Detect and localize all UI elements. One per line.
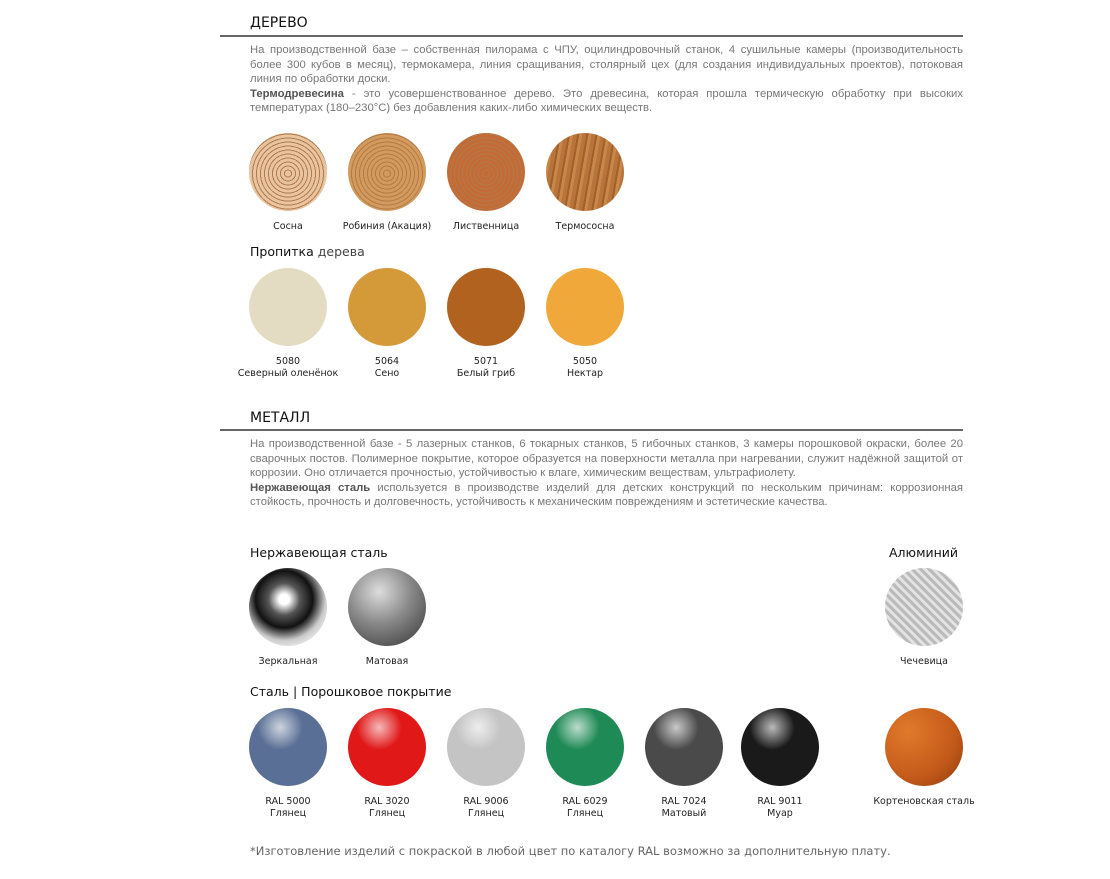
wood-species-swatch xyxy=(530,133,640,233)
swatch-label: Робиния (Акация) xyxy=(342,221,432,232)
swatch-image xyxy=(249,268,327,346)
impregnation-swatch xyxy=(431,268,541,379)
swatch-label: Глянец xyxy=(566,807,604,819)
swatch-label: 5080 xyxy=(275,356,301,367)
swatch-label: Кортеновская сталь xyxy=(873,796,975,807)
swatch-image xyxy=(546,268,624,346)
swatch-label: Чечевица xyxy=(900,656,948,667)
wood-description xyxy=(250,43,963,116)
corten-swatch xyxy=(869,708,979,808)
swatch-label: RAL 9006 xyxy=(463,796,509,807)
metal-text-1: На производственной базе - 5 лазерных станков, 6 токарных станков, 5 гибочных станков, 3 камеры порошковой окраски, более 20 сварочных постов. Полимерное покрытие, которое образуется на поверхности металла при нагревании, служит надёжной защитой от коррозии. Оно отличается прочностью, устойчивостью к влаге, химическим веществам, ультрафиолету. xyxy=(250,438,963,480)
swatch-label: Глянец xyxy=(368,807,406,819)
swatch-label: Глянец xyxy=(467,807,505,819)
swatch-label: RAL 9011 xyxy=(757,796,803,807)
powder-coat-swatch xyxy=(431,708,541,819)
swatch-label: RAL 5000 xyxy=(265,796,311,807)
swatch-image xyxy=(546,708,624,786)
swatch-label: Зеркальная xyxy=(258,656,318,667)
swatch-label: Муар xyxy=(767,807,793,819)
swatch-image xyxy=(249,708,327,786)
powder-coat-swatch xyxy=(629,708,739,819)
footnote: *Изготовление изделий с покраской в любой цвет по каталогу RAL возможно за дополнительную плату. xyxy=(250,844,891,858)
swatch-label: 5050 xyxy=(572,356,598,367)
swatch-image xyxy=(447,268,525,346)
wood-bold-term: Термодревесина xyxy=(250,87,344,100)
swatch-image xyxy=(447,133,525,211)
swatch-label: Матовая xyxy=(365,656,409,667)
swatch-image xyxy=(249,568,327,646)
divider xyxy=(220,35,963,37)
impregnation-swatch xyxy=(530,268,640,379)
divider xyxy=(220,429,963,431)
wood-species-swatch xyxy=(233,133,343,233)
swatch-image xyxy=(249,133,327,211)
swatch-image xyxy=(885,708,963,786)
swatch-label: Нектар xyxy=(566,367,604,379)
swatch-image xyxy=(348,133,426,211)
stainless-swatch xyxy=(233,568,343,668)
impregnation-heading: Пропитка дерева xyxy=(250,244,365,259)
powder-coat-swatch xyxy=(530,708,640,819)
wood-text-2: - это усовершенствованное дерево. Это древесина, которая прошла термическую обработку при высоких температурах (180–230°С) без добавления каких-либо химических веществ. xyxy=(250,87,963,115)
aluminum-heading: Алюминий xyxy=(889,545,959,560)
swatch-image xyxy=(741,708,819,786)
swatch-image xyxy=(447,708,525,786)
swatch-label: RAL 3020 xyxy=(364,796,410,807)
aluminum-swatch xyxy=(869,568,979,668)
swatch-label: Лиственница xyxy=(452,221,520,232)
wood-species-swatch xyxy=(431,133,541,233)
swatch-label: Глянец xyxy=(269,807,307,819)
powder-coat-swatch xyxy=(233,708,343,819)
swatch-label: Матовый xyxy=(661,807,707,819)
stainless-heading: Нержавеющая сталь xyxy=(250,545,388,560)
swatch-label: 5071 xyxy=(473,356,499,367)
wood-text-1: На производственной базе – собственная пилорама с ЧПУ, оцилиндровочный станок, 4 сушильные камеры (производительность более 300 кубов в месяц), термокамера, линия сращивания, столярный цех (для создания индивидуальных проектов), потоковая линия по обработки доски. xyxy=(250,44,963,86)
metal-description xyxy=(250,437,963,510)
metal-text-2: используется в производстве изделий для детских конструкций по нескольким причинам: коррозионная стойкость, прочность и долговечность, устойчивость к механическим повреждениям и эстетические качества. xyxy=(250,481,963,509)
swatch-label: Сено xyxy=(374,367,400,379)
stainless-swatch xyxy=(332,568,442,668)
swatch-image xyxy=(546,133,624,211)
powder-heading: Сталь | Порошковое покрытие xyxy=(250,684,452,699)
impregnation-swatch xyxy=(332,268,442,379)
swatch-label: 5064 xyxy=(374,356,400,367)
swatch-label: Северный оленёнок xyxy=(237,367,339,379)
impregnation-swatch xyxy=(233,268,343,379)
swatch-label: Сосна xyxy=(273,221,303,232)
wood-heading: ДЕРЕВО xyxy=(250,15,308,31)
swatch-label: Белый гриб xyxy=(456,367,516,379)
swatch-image xyxy=(348,568,426,646)
powder-coat-swatch xyxy=(725,708,835,819)
powder-coat-swatch xyxy=(332,708,442,819)
swatch-label: RAL 7024 xyxy=(661,796,707,807)
swatch-image xyxy=(645,708,723,786)
metal-bold-term: Нержавеющая сталь xyxy=(250,481,371,494)
metal-heading: МЕТАЛЛ xyxy=(250,410,311,426)
swatch-label: Термососна xyxy=(555,221,615,232)
swatch-image xyxy=(348,708,426,786)
swatch-image xyxy=(885,568,963,646)
swatch-label: RAL 6029 xyxy=(562,796,608,807)
wood-species-swatch xyxy=(332,133,442,233)
swatch-image xyxy=(348,268,426,346)
